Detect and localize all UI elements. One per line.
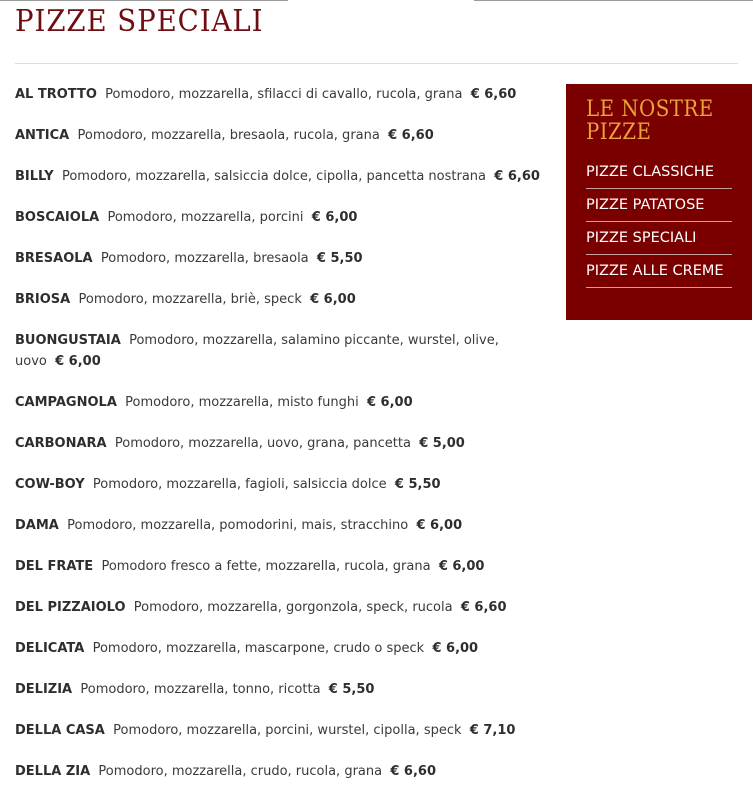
menu-item — [15, 597, 545, 618]
pizza-name: BOSCAIOLA — [15, 210, 100, 225]
menu-item — [15, 474, 545, 495]
pizza-name: BRESAOLA — [15, 251, 93, 266]
pizza-ingredients: Pomodoro, mozzarella, gorgonzola, speck, rucola — [133, 600, 453, 615]
pizza-ingredients: Pomodoro, mozzarella, porcini — [107, 210, 304, 225]
pizza-name: ANTICA — [15, 128, 70, 143]
link-pizze-patatose[interactable]: PIZZE PATATOSE — [586, 189, 732, 222]
title-divider — [15, 63, 738, 64]
pizza-name: AL TROTTO — [15, 87, 97, 102]
page-title: PIZZE SPECIALI — [15, 4, 264, 39]
pizza-name: DELLA CASA — [15, 723, 105, 738]
pizza-ingredients: Pomodoro, mozzarella, salsiccia dolce, cipolla, pancetta nostrana — [61, 169, 487, 184]
pizza-ingredients: Pomodoro, mozzarella, uovo, grana, pancetta — [114, 436, 411, 451]
pizza-name: BUONGUSTAIA — [15, 333, 121, 348]
menu-item — [15, 556, 545, 577]
pizza-ingredients: Pomodoro, mozzarella, misto funghi — [125, 395, 359, 410]
pizza-categories-sidebar — [566, 84, 752, 320]
pizza-name: BRIOSA — [15, 292, 71, 307]
menu-item — [15, 638, 545, 659]
pizza-name: BILLY — [15, 169, 54, 184]
menu-item — [15, 761, 545, 782]
menu-item — [15, 125, 545, 146]
pizza-price: € 6,00 — [311, 210, 358, 225]
pizza-price: € 6,00 — [416, 518, 463, 533]
pizza-ingredients: Pomodoro, mozzarella, salamino piccante, wurstel, olive, uovo — [15, 333, 499, 369]
pizza-name: DEL FRATE — [15, 559, 94, 574]
pizza-price: € 5,00 — [419, 436, 465, 451]
pizza-price: € 6,00 — [55, 354, 101, 369]
sidebar-item — [586, 255, 732, 288]
pizza-name: CAMPAGNOLA — [15, 395, 117, 410]
pizza-ingredients: Pomodoro, mozzarella, bresaola, rucola, grana — [77, 128, 380, 143]
pizza-ingredients: Pomodoro, mozzarella, bresaola — [100, 251, 309, 266]
sidebar-item — [586, 222, 732, 255]
top-divider-right — [474, 0, 753, 1]
pizza-ingredients: Pomodoro, mozzarella, crudo, rucola, grana — [98, 764, 383, 779]
sidebar-item — [586, 156, 732, 189]
pizza-price: € 7,10 — [469, 723, 516, 738]
link-pizze-classiche[interactable]: PIZZE CLASSICHE — [586, 156, 732, 189]
pizza-price: € 5,50 — [316, 251, 363, 266]
sidebar-title-line1: LE NOSTRE — [586, 97, 714, 122]
pizza-price: € 5,50 — [328, 682, 375, 697]
pizza-ingredients: Pomodoro, mozzarella, briè, speck — [78, 292, 302, 307]
sidebar-links — [586, 156, 732, 288]
pizza-price: € 6,60 — [470, 87, 517, 102]
sidebar-title-line2: PIZZE — [586, 120, 652, 145]
menu-item — [15, 289, 545, 310]
pizza-name: DEL PIZZAIOLO — [15, 600, 126, 615]
menu-item — [15, 720, 545, 741]
menu-item — [15, 84, 545, 105]
pizza-ingredients: Pomodoro, mozzarella, mascarpone, crudo o speck — [92, 641, 425, 656]
link-pizze-alle-creme[interactable]: PIZZE ALLE CREME — [586, 255, 732, 288]
menu-item — [15, 392, 545, 413]
link-pizze-speciali[interactable]: PIZZE SPECIALI — [586, 222, 732, 255]
pizza-price: € 6,00 — [438, 559, 485, 574]
menu-item — [15, 679, 545, 700]
menu-item — [15, 515, 545, 536]
pizza-name: DELICATA — [15, 641, 85, 656]
pizza-price: € 6,00 — [310, 292, 356, 307]
pizza-name: DELLA ZIA — [15, 764, 91, 779]
pizza-ingredients: Pomodoro, mozzarella, fagioli, salsiccia dolce — [92, 477, 387, 492]
menu-item — [15, 207, 545, 228]
sidebar-item — [586, 189, 732, 222]
menu-item — [15, 248, 545, 269]
pizza-price: € 6,60 — [460, 600, 507, 615]
pizza-ingredients: Pomodoro, mozzarella, porcini, wurstel, cipolla, speck — [113, 723, 462, 738]
pizza-ingredients: Pomodoro, mozzarella, tonno, ricotta — [80, 682, 321, 697]
menu-item — [15, 166, 545, 187]
menu-item — [15, 433, 545, 454]
pizza-price: € 6,00 — [432, 641, 479, 656]
pizza-price: € 5,50 — [394, 477, 441, 492]
pizza-price: € 6,60 — [494, 169, 540, 184]
pizza-name: DELIZIA — [15, 682, 73, 697]
pizza-price: € 6,60 — [388, 128, 434, 143]
menu-item — [15, 330, 545, 372]
pizza-ingredients: Pomodoro fresco a fette, mozzarella, rucola, grana — [101, 559, 431, 574]
pizza-ingredients: Pomodoro, mozzarella, sfilacci di cavallo, rucola, grana — [105, 87, 463, 102]
pizza-name: COW-BOY — [15, 477, 85, 492]
pizza-name: DAMA — [15, 518, 59, 533]
pizza-price: € 6,00 — [366, 395, 413, 410]
pizza-ingredients: Pomodoro, mozzarella, pomodorini, mais, stracchino — [67, 518, 409, 533]
pizza-name: CARBONARA — [15, 436, 107, 451]
pizza-menu-list — [15, 84, 545, 802]
sidebar-title — [586, 98, 717, 144]
pizza-price: € 6,60 — [390, 764, 437, 779]
top-divider-left — [0, 0, 288, 1]
